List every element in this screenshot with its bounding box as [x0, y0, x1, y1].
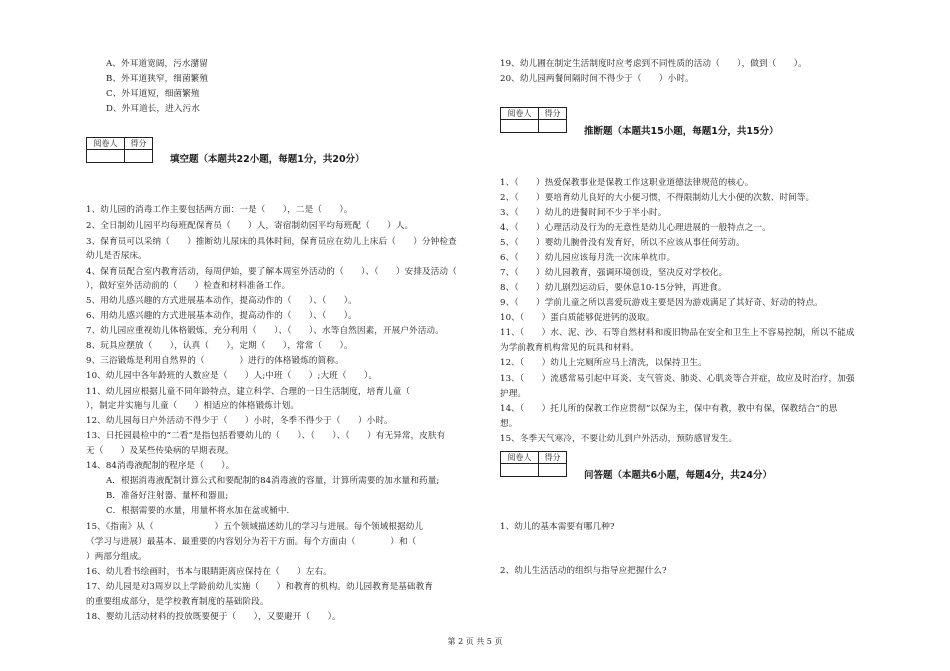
question-line: 9、三浴锻炼是利用自然界的（ ）进行的体格锻炼的简称。: [86, 356, 344, 366]
question-line: 13、日托园晨检中的“二看”是指包括看婴幼儿的（ ）、（ ）、（ ）有无异常，皮肤有: [86, 431, 446, 441]
score-label: 得分: [539, 108, 567, 120]
grader-label: 阅卷人: [501, 108, 539, 120]
question-line: （学习与进展）最基本、最重要的内容划分为若干方面。每个方面由（ ）和（: [86, 537, 417, 547]
question-line: 4、保育员配合室内教育活动，每周伊始，要了解本周室外活动的（ ）、（ ）安排及活动（: [86, 267, 457, 277]
question-line: 14、（ ）托儿所的保教工作应贯彻“以保为主，保中有教，教中有保，保教结合”的思: [500, 404, 838, 414]
option-c: C、外耳道短，细菌繁殖: [106, 89, 200, 99]
question-line: 1、幼儿园的消毒工作主要包括两方面：一是（ ），二是（ ）。: [86, 205, 353, 215]
question-line: 的重要组成部分，是学校教育制度的基础阶段。: [86, 597, 269, 607]
grader-cell: [501, 120, 539, 133]
grader-cell: [501, 464, 539, 477]
qa-question: 2、幼儿生活活动的组织与指导应把握什么?: [500, 566, 667, 576]
question-line: 16、幼儿看书绘画时，书本与眼睛距离应保持在（ ）左右。: [86, 567, 332, 577]
question-line: 无（ ）及某些传染病的早期表现。: [86, 446, 234, 456]
question-line: 2、全日制幼儿园平均每班配保育员（ ）人，寄宿制幼园平均每班配（ ）人。: [86, 221, 414, 231]
score-label: 得分: [539, 452, 567, 464]
question-line: 11、（ ）水、泥、沙、石等自然材料和废旧物品在安全和卫生上不容易控制，所以不能成: [500, 328, 855, 338]
question-line: 7、（ ）幼儿园教育，强调环境创设，坚决反对学校化。: [500, 268, 728, 278]
option-a: A、外耳道宽阔，污水潴留: [106, 59, 208, 69]
score-label: 得分: [125, 138, 153, 150]
grader-label: 阅卷人: [501, 452, 539, 464]
question-line: 19、幼儿圃在制定生活制度时应考虑到不同性质的活动（ ），做到（ ）。: [500, 59, 807, 69]
qa-question: 1、幼儿的基本需要有哪几种?: [500, 522, 615, 532]
option-d: D、外耳道长，进入污水: [106, 104, 200, 114]
question-line: 5、用幼儿感兴趣的方式进展基本动作，提高动作的（ ）、（ ）。: [86, 296, 357, 306]
question-line: 10、（ ）蛋白质能够促进钙的汲取。: [500, 313, 655, 323]
question-line: 10、幼儿园中各年龄班的人数应是（ ）人;中班（ ）;大班（ ）。: [86, 371, 378, 381]
question-line: 17、幼儿园是对3周岁以上学龄前幼儿实施（ ）和教育的机构。幼儿园教育是基础教育: [86, 582, 434, 592]
question-line: 想。: [500, 419, 518, 429]
question-line: 12、（ ）幼儿上完厕所应马上清洗，以保持卫生。: [500, 358, 707, 368]
page-footer: 第 2 页 共 5 页: [447, 637, 503, 646]
question-line: 6、（ ）幼儿园应该每月洗一次床单枕巾。: [500, 253, 676, 263]
question-line: ）两部分组成。: [86, 552, 147, 562]
question-line: 4、（ ）心理活动及行为的无意性是幼儿心理进展的一般特点之一。: [500, 223, 771, 233]
option-b: B、外耳道狭窄，细菌繁殖: [106, 74, 209, 84]
question-line: 9、（ ）学前儿童之所以喜爱玩游戏主要是因为游戏满足了其好奇、好动的特点。: [500, 298, 823, 308]
question-line: 1、（ ）热爱保教事业是保教工作这职业道德法律规范的核心。: [500, 178, 754, 188]
question-line: 18、婴幼儿活动材料的投放既要便于（ ），又要避开（ ）。: [86, 612, 341, 622]
question-line: 为学前教育机构常见的玩具和材料。: [500, 343, 640, 353]
question-line: C．根据需要的水量，用量杯将水加在盆或桶中.: [106, 506, 290, 516]
question-line: 幼儿是否尿床。: [86, 251, 147, 261]
question-line: B．准备好注射器、量杯和器皿;: [106, 491, 229, 501]
score-cell: [539, 120, 567, 133]
question-line: 6、用幼儿感兴趣的方式进展基本动作，提高动作的（ ）、（ ）。: [86, 311, 357, 321]
question-line: 2、（ ）要培育幼儿良好的大小便习惯，不得限制幼儿大小便的次数、时间等。: [500, 193, 815, 203]
judgment-title: 推断题（本题共15小题，每题1分，共15分）: [584, 126, 779, 137]
score-cell: [539, 464, 567, 477]
question-line: ），做好室外活动前的（ ）检查和材料准备工作。: [86, 281, 291, 291]
question-line: ），制定并实施与儿童（ ）相适应的体格锻炼计划。: [86, 401, 300, 411]
score-cell: [125, 150, 153, 163]
question-line: A．根据消毒液配制计算公式和要配制的84消毒液的容量，计算所需要的加水量和药量;: [106, 476, 440, 486]
question-line: 14、84消毒液配制的程序是（ ）。: [86, 461, 235, 471]
question-line: 12、幼儿园每日户外活动不得少于（ ）小时，冬季不得少于（ ）小时。: [86, 416, 393, 426]
question-line: 护理。: [500, 389, 527, 399]
grader-label: 阅卷人: [87, 138, 125, 150]
question-line: 7、幼儿园应重视幼儿体格锻炼，充分利用（ ）、（ ）、水等自然因素，开展户外活动。: [86, 326, 444, 336]
question-line: 15、《指南》从（ ）五个领域描述幼儿的学习与进展。每个领域根据幼儿: [86, 522, 424, 532]
question-line: 8、玩具应摆放（ ），认真（ ），定期（ ），常常（ ）。: [86, 341, 353, 351]
score-table-qa: [500, 451, 567, 477]
question-line: 11、幼儿园应根据儿童不同年龄特点，建立科学、合理的一日生活制度，培育儿童（: [86, 387, 411, 397]
grader-cell: [87, 150, 125, 163]
question-line: 20、幼儿园两餐间隔时间不得少于（ ）小时。: [500, 74, 694, 84]
question-line: 13、（ ）流感常易引起中耳炎、支气管炎、肺炎、心肌炎等合并症，故应及时治疗，加强: [500, 374, 855, 384]
question-line: 3、（ ）幼儿的进餐时间不少于半小时。: [500, 208, 667, 218]
question-line: 8、（ ）幼儿剧烈运动后，要休息10-15分钟，再进食。: [500, 283, 727, 293]
fill-blank-title: 填空题（本题共22小题，每题1分，共20分）: [170, 154, 365, 165]
score-table-fill: [86, 137, 153, 163]
question-line: 5、（ ）婴幼儿腕骨没有发育好，所以不应该从事任何劳动。: [500, 238, 745, 248]
question-line: 15、冬季天气寒冷，不要让幼儿到户外活动，预防感冒发生。: [500, 434, 738, 444]
question-line: 3、保育员可以采纳（ ）推断幼儿尿床的具体时间，保育员应在幼儿上床后（ ）分钟检查: [86, 237, 457, 247]
score-table-judgment: [500, 107, 567, 133]
qa-title: 问答题（本题共6小题，每题4分，共24分）: [584, 470, 772, 481]
